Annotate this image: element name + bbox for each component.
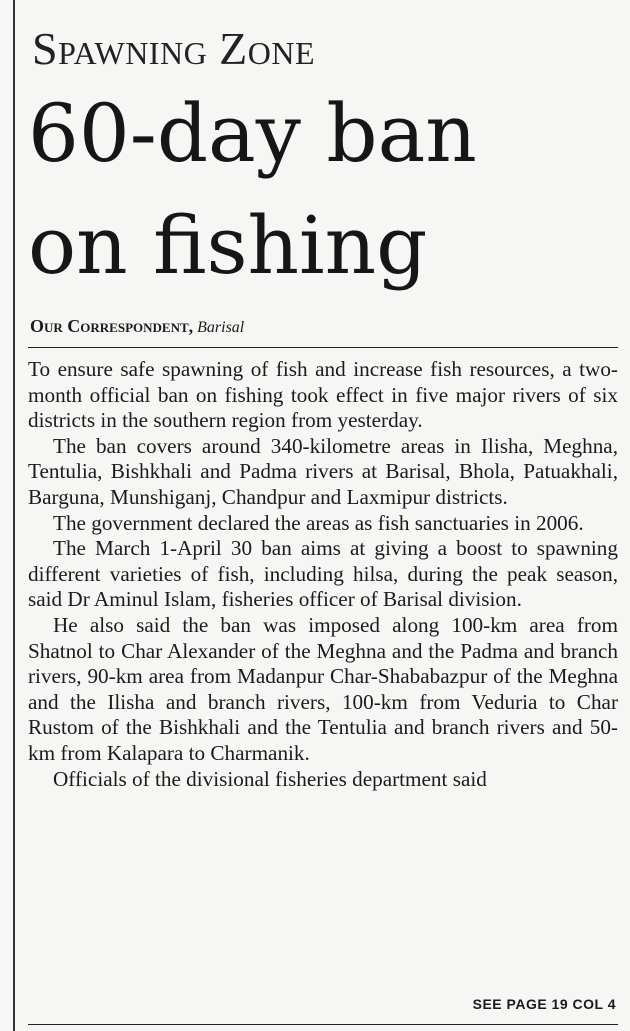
column-divider [13, 0, 15, 1031]
byline-author: Our Correspondent, [30, 316, 194, 336]
article-body [28, 357, 618, 792]
headline-line-2: on fishing [28, 199, 428, 292]
paragraph-3: The government declared the areas as fish sanctuaries in 2006. [53, 510, 584, 535]
continuation-note: SEE PAGE 19 COL 4 [472, 996, 616, 1012]
paragraph-4: The March 1-April 30 ban aims at giving a boost to spawning different varieties of fish, including hilsa, during the peak season, said Dr Aminul Islam, fisheries officer of Barisal division. [28, 536, 618, 612]
paragraph-2: The ban covers around 340-kilometre areas in Ilisha, Meghna, Tentulia, Bishkhali and Padma rivers at Barisal, Bhola, Patuakhali, Barguna, Munshiganj, Chandpur and Laxmipur districts. [28, 433, 618, 509]
byline [30, 316, 244, 337]
byline-location: Barisal [197, 319, 245, 336]
headline-line-1: 60-day ban [28, 87, 477, 180]
paragraph-1: To ensure safe spawning of fish and increase fish resources, a two-month official ban on fishing took effect in five major rivers of six districts in the southern region from yesterday. [28, 357, 618, 433]
paragraph-5: He also said the ban was imposed along 100-km area from Shatnol to Char Alexander of the Meghna and the Padma and branch rivers, 90-km area from Madanpur Char-Shababazpur of the Meghna and the Ilisha and branch rivers, 100-km from Veduria to Char Rustom of the Bishkhali and the Tentulia and branch rivers and 50-km from Kalapara to Charmanik. [28, 612, 618, 765]
byline-rule [28, 347, 618, 348]
bottom-rule [28, 1024, 618, 1025]
paragraph-6: Officials of the divisional fisheries department said [53, 766, 487, 791]
article-headline [28, 78, 618, 302]
article-kicker: Spawning Zone [32, 23, 316, 74]
